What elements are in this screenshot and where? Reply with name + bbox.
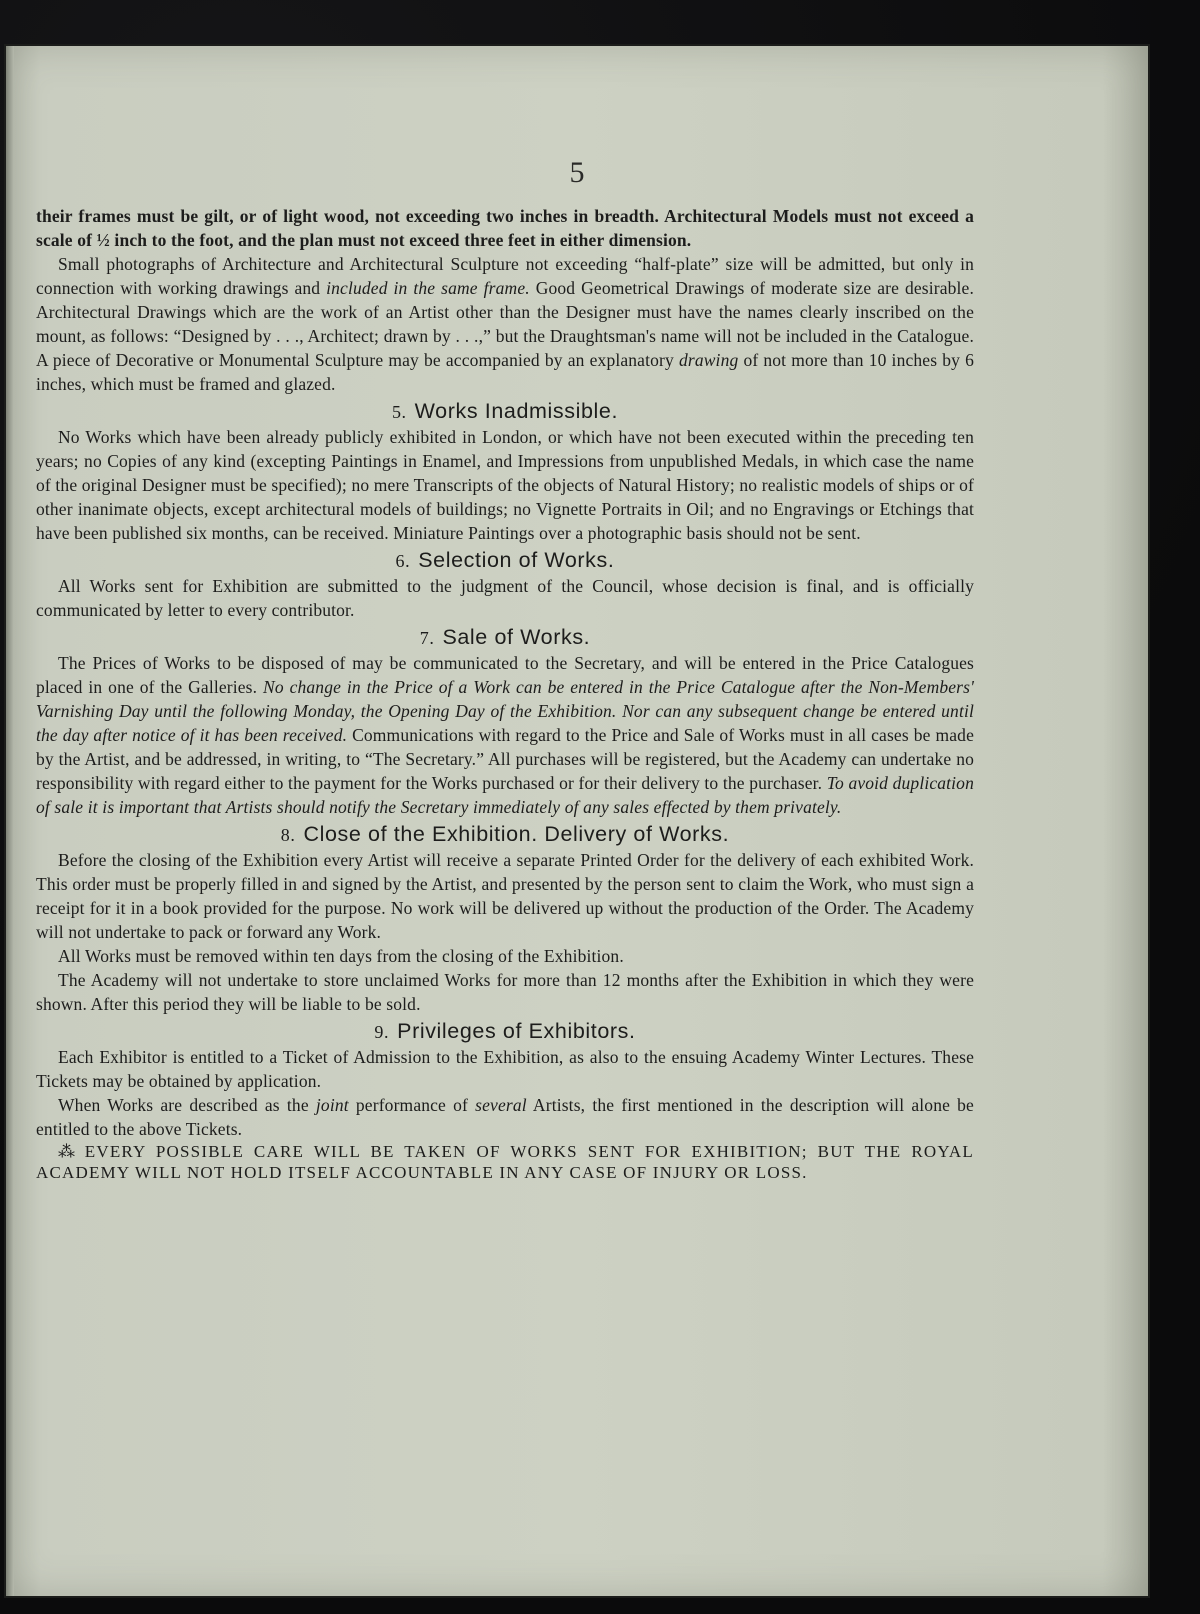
- intro-text-2c: of not more than 10 inches by 6 inches, which must be framed and glazed.: [36, 350, 974, 394]
- section-9-text-c: Artists, the first mentioned in the description will alone be entitled to the above Tickets.: [36, 1095, 974, 1139]
- liability-notice: [36, 1141, 974, 1183]
- section-7-heading: [36, 624, 974, 651]
- intro-text-2-italic2: drawing: [678, 350, 739, 370]
- page-body: [36, 204, 974, 1183]
- section-6-heading: [36, 547, 974, 574]
- section-9-paragraph-1: Each Exhibitor is entitled to a Ticket of Admission to the Exhibition, as also to the ensuing Academy Winter Lectures. These Tickets may be obtained by application.: [36, 1047, 974, 1091]
- document-page: [6, 46, 1148, 1596]
- intro-text-2-italic: included in the same frame.: [326, 278, 530, 298]
- intro-paragraph-2: [36, 252, 974, 396]
- section-9-text-b: performance of: [348, 1095, 476, 1115]
- intro-text-2b: Good Geometrical Drawings of moderate size are desirable. Architectural Drawings which are the work of an Artist other than the Designer must have the names clearly inscribed on the mount, as follows: “Designed by . . ., Architect; drawn by . . .,” but the Draughtsman's name will not be included in the Catalogue. A piece of Decorative or Monumental Sculpture may be accompanied by an explanatory: [36, 278, 975, 370]
- section-9-heading: [36, 1018, 974, 1045]
- section-6-number: 6.: [395, 551, 411, 571]
- section-8-title: Close of the Exhibition. Delivery of Works.: [303, 822, 730, 846]
- section-5-paragraph: No Works which have been already publicly exhibited in London, or which have not been executed within the preceding ten years; no Copies of any kind (excepting Paintings in Enamel, and Impressions from unpublished Medals, in which case the name of the original Designer must be specified); no mere Transcripts of the objects of Natural History; no realistic models of ships or of other inanimate objects, except architectural models of buildings; no Vignette Portraits in Oil; and no Engravings or Etchings that have been published six months, can be received. Miniature Paintings over a photographic basis should not be sent.: [36, 427, 974, 543]
- section-9-text-italic2: several: [475, 1095, 527, 1115]
- section-9-paragraph-2: [36, 1093, 974, 1141]
- section-5-title: Works Inadmissible.: [414, 399, 619, 423]
- intro-paragraph-1: [36, 204, 974, 252]
- intro-text-2a: Small photographs of Architecture and Architectural Sculpture not exceeding “half-plate” size will be admitted, but only in connection with working drawings and: [36, 254, 974, 298]
- section-8-paragraph-2: All Works must be removed within ten days from the closing of the Exhibition.: [58, 946, 624, 966]
- section-9-text-a: When Works are described as the: [58, 1095, 316, 1115]
- section-7-text-a: The Prices of Works to be disposed of may be communicated to the Secretary, and will be entered in the Price Catalogues placed in one of the Galleries.: [36, 653, 974, 697]
- section-7-title: Sale of Works.: [442, 625, 591, 649]
- liability-notice-text: EVERY POSSIBLE CARE WILL BE TAKEN OF WORKS SENT FOR EXHIBITION; BUT THE ROYAL ACADEMY WILL NOT HOLD ITSELF ACCOUNTABLE IN ANY CASE OF INJURY OR LOSS.: [36, 1142, 974, 1182]
- section-6-title: Selection of Works.: [418, 548, 615, 572]
- section-8-heading: [36, 821, 974, 848]
- section-6-paragraph: All Works sent for Exhibition are submitted to the judgment of the Council, whose decision is final, and is officially communicated by letter to every contributor.: [36, 576, 974, 620]
- section-5-heading: [36, 398, 974, 425]
- section-5-number: 5.: [391, 402, 407, 422]
- section-7-text-italic: No change in the Price of a Work can be entered in the Price Catalogue after the Non-Members' Varnishing Day until the following Monday, the Opening Day of the Exhibition. Nor can any subsequent change be entered until the day after notice of it has been received.: [36, 677, 974, 745]
- section-9-number: 9.: [374, 1022, 390, 1042]
- section-8-paragraph-3: The Academy will not undertake to store unclaimed Works for more than 12 months after the Exhibition in which they were shown. After this period they will be liable to be sold.: [36, 970, 974, 1014]
- section-9-text-italic: joint: [315, 1095, 349, 1115]
- section-8-number: 8.: [280, 825, 296, 845]
- section-8-paragraph-1: Before the closing of the Exhibition every Artist will receive a separate Printed Order for the delivery of each exhibited Work. This order must be properly filled in and signed by the Artist, and presented by the person sent to claim the Work, who must sign a receipt for it in a book provided for the purpose. No work will be delivered up without the production of the Order. The Academy will not undertake to pack or forward any Work.: [36, 850, 974, 942]
- section-7-text-italic2: To avoid duplication of sale it is important that Artists should notify the Secretary immediately of any sales effected by them privately.: [36, 773, 974, 817]
- section-7-paragraph: [36, 651, 974, 819]
- section-7-number: 7.: [419, 628, 435, 648]
- page-number: 5: [569, 156, 585, 189]
- section-7-text-b: Communications with regard to the Price and Sale of Works must in all cases be made by the Artist, and be addressed, in writing, to “The Secretary.” All purchases will be registered, but the Academy can undertake no responsibility with regard either to the payment for the Works purchased or for their delivery to the purchaser.: [36, 725, 974, 793]
- asterism-icon: ⁂: [58, 1142, 81, 1161]
- section-9-title: Privileges of Exhibitors.: [397, 1019, 636, 1043]
- intro-text-1: their frames must be gilt, or of light wood, not exceeding two inches in breadth. Architectural Models must not exceed a scale of ½ inch to the foot, and the plan must not exceed three feet in either dimension.: [36, 206, 974, 250]
